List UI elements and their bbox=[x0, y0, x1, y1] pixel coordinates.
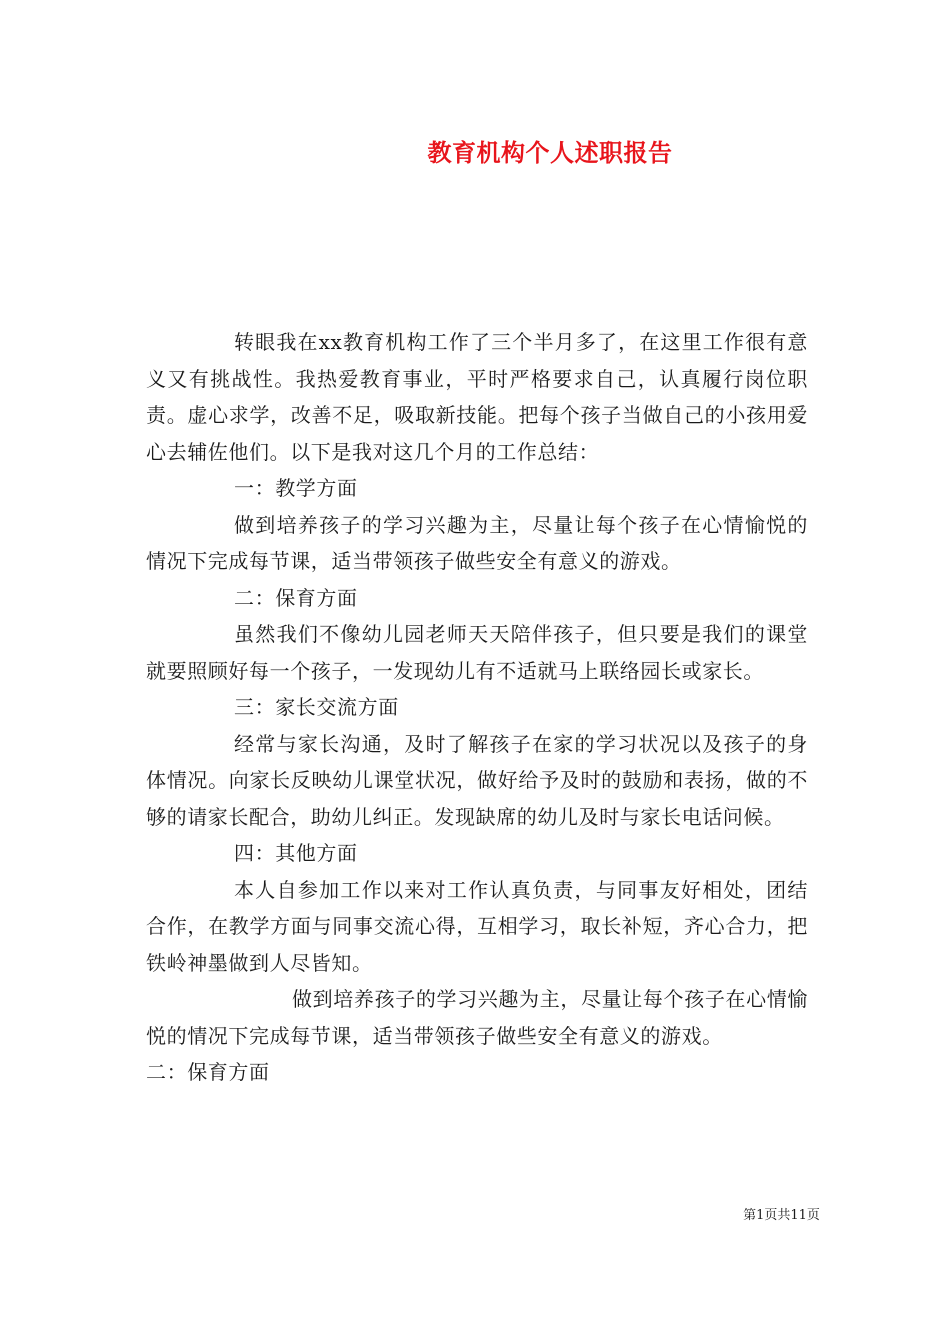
paragraph-other: 本人自参加工作以来对工作认真负责，与同事友好相处，团结合作，在教学方面与同事交流心得，互相学习，取长补短，齐心合力，把铁岭神墨做到人尽皆知。 bbox=[146, 877, 808, 975]
section-heading-teaching: 一：教学方面 bbox=[234, 476, 358, 500]
paragraph-care: 虽然我们不像幼儿园老师天天陪伴孩子，但只要是我们的课堂就要照顾好每一个孩子，一发现幼儿有不适就马上联络园长或家长。 bbox=[146, 622, 808, 683]
paragraph-intro: 转眼我在xx教育机构工作了三个半月多了，在这里工作很有意义又有挑战性。我热爱教育事业，平时严格要求自己，认真履行岗位职责。虚心求学，改善不足，吸取新技能。把每个孩子当做自己的小孩用爱心去辅佐他们。以下是我对这几个月的工作总结： bbox=[146, 330, 808, 464]
section-heading-care: 二：保育方面 bbox=[234, 585, 358, 610]
section-heading-other: 四：其他方面 bbox=[234, 841, 358, 865]
section-heading-care-repeat: 二：保育方面 bbox=[146, 1060, 270, 1084]
paragraph-teaching: 做到培养孩子的学习兴趣为主，尽量让每个孩子在心情愉悦的情况下完成每节课，适当带领孩子做些安全有意义的游戏。 bbox=[146, 512, 808, 573]
page-number: 第1页共11页 bbox=[743, 1208, 820, 1223]
page-number-footer bbox=[0, 1204, 950, 1223]
paragraph-parents: 经常与家长沟通，及时了解孩子在家的学习状况以及孩子的身体情况。向家长反映幼儿课堂状况，做好给予及时的鼓励和表扬，做的不够的请家长配合，助幼儿纠正。发现缺席的幼儿及时与家长电话问候。 bbox=[146, 731, 808, 829]
section-heading-parents: 三：家长交流方面 bbox=[234, 695, 399, 719]
document-body bbox=[146, 324, 808, 1091]
document-title: 教育机构个人述职报告 bbox=[427, 139, 673, 167]
paragraph-repeat: 做到培养孩子的学习兴趣为主，尽量让每个孩子在心情愉悦的情况下完成每节课，适当带领孩子做些安全有意义的游戏。 bbox=[146, 987, 808, 1048]
